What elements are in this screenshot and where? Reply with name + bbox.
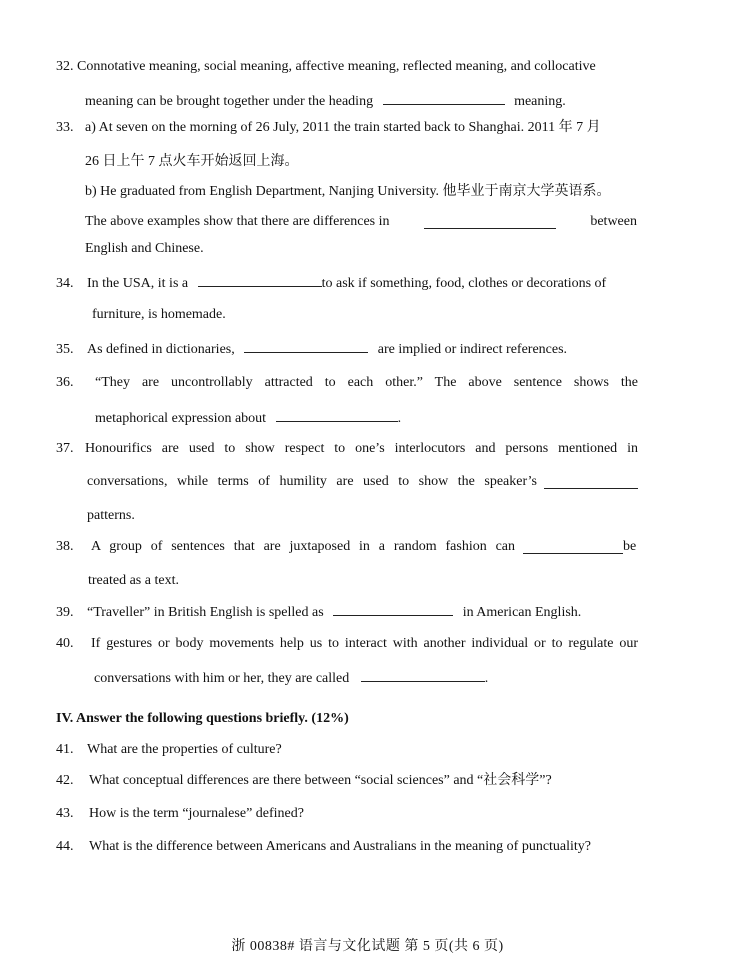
answer-blank	[424, 215, 556, 229]
question-number: 33.	[56, 120, 74, 135]
question-32	[56, 58, 636, 76]
section-heading: IV. Answer the following questions briefly. (12%)	[56, 711, 349, 726]
question-text: Honourifics are used to show respect to one’s interlocutors and persons mentioned in	[85, 441, 638, 456]
question-text: be	[623, 539, 637, 554]
question-text: As defined in dictionaries,	[87, 342, 235, 357]
question-text: meaning can be brought together under the heading	[85, 94, 374, 109]
question-text: are implied or indirect references.	[377, 342, 568, 357]
question-42	[56, 772, 552, 790]
question-number: 35.	[56, 342, 74, 357]
question-number: 38.	[56, 539, 74, 554]
question-text: In the USA, it is a	[87, 276, 189, 291]
question-37-line-2	[87, 473, 638, 491]
answer-blank	[198, 273, 322, 287]
answer-blank	[544, 475, 638, 489]
question-39	[56, 602, 581, 622]
example-a-text: a) At seven on the morning of 26 July, 2011 the train started back to Shanghai. 2011 年 7 月	[85, 120, 601, 135]
question-text: conversations, while terms of humility are used to show the speaker’s	[87, 474, 537, 489]
question-number: 36.	[56, 375, 74, 390]
question-text: metaphorical expression about	[95, 411, 267, 426]
question-37	[56, 440, 638, 458]
question-text: The above examples show that there are differences in	[85, 214, 390, 229]
question-number: 32.	[56, 59, 74, 74]
answer-blank	[276, 408, 398, 422]
question-text: “They are uncontrollably attracted to each other.” The above sentence shows the	[95, 375, 638, 390]
example-a-line-2: 26 日上午 7 点火车开始返回上海。	[85, 154, 299, 169]
answer-blank	[523, 540, 623, 554]
question-40	[56, 635, 638, 653]
question-number: 44.	[56, 839, 74, 854]
question-38	[56, 538, 638, 556]
question-text: “Traveller” in British English is spelled as	[87, 605, 324, 620]
question-34-line-2: furniture, is homemade.	[92, 307, 226, 322]
question-43	[56, 805, 304, 823]
page-footer: 浙 00838# 语言与文化试题 第 5 页(共 6 页)	[231, 939, 504, 954]
question-36-line-2	[95, 408, 401, 428]
question-44	[56, 838, 591, 856]
question-33-line-2: English and Chinese.	[85, 241, 204, 256]
question-text: to ask if something, food, clothes or decorations of	[321, 276, 607, 291]
answer-blank	[333, 602, 453, 616]
question-text: in American English.	[462, 605, 582, 620]
answer-blank	[244, 339, 368, 353]
question-text: What are the properties of culture?	[87, 742, 282, 757]
question-number: 41.	[56, 742, 74, 757]
question-text: How is the term “journalese” defined?	[89, 806, 304, 821]
question-32-line-2	[85, 91, 566, 111]
example-b-text: b) He graduated from English Department, Nanjing University. 他毕业于南京大学英语系。	[85, 184, 611, 199]
question-text: What is the difference between Americans and Australians in the meaning of punctuality?	[89, 839, 592, 854]
question-number: 34.	[56, 276, 74, 291]
question-number: 39.	[56, 605, 74, 620]
question-number: 43.	[56, 806, 74, 821]
question-33-statement	[85, 213, 637, 231]
question-text: If gestures or body movements help us to interact with another individual or to regulate our	[91, 636, 638, 651]
question-text: between	[590, 214, 637, 229]
question-37-line-3: patterns.	[87, 508, 135, 523]
question-text: .	[484, 671, 489, 686]
question-34	[56, 273, 606, 293]
question-text: A group of sentences that are juxtaposed in a random fashion can	[91, 539, 515, 554]
question-38-line-2: treated as a text.	[88, 573, 179, 588]
question-41	[56, 741, 282, 759]
question-number: 37.	[56, 441, 74, 456]
question-36	[56, 374, 638, 392]
question-40-line-2	[94, 668, 488, 688]
question-text: Connotative meaning, social meaning, affective meaning, reflected meaning, and collocative	[77, 59, 596, 74]
question-35	[56, 339, 567, 359]
question-33	[56, 119, 601, 137]
answer-blank	[383, 91, 505, 105]
question-text: .	[397, 411, 402, 426]
question-text: What conceptual differences are there between “social sciences” and “社会科学”?	[89, 773, 552, 788]
question-text: meaning.	[514, 94, 566, 109]
question-number: 40.	[56, 636, 74, 651]
answer-blank	[361, 668, 485, 682]
question-text: conversations with him or her, they are called	[94, 671, 350, 686]
question-number: 42.	[56, 773, 74, 788]
